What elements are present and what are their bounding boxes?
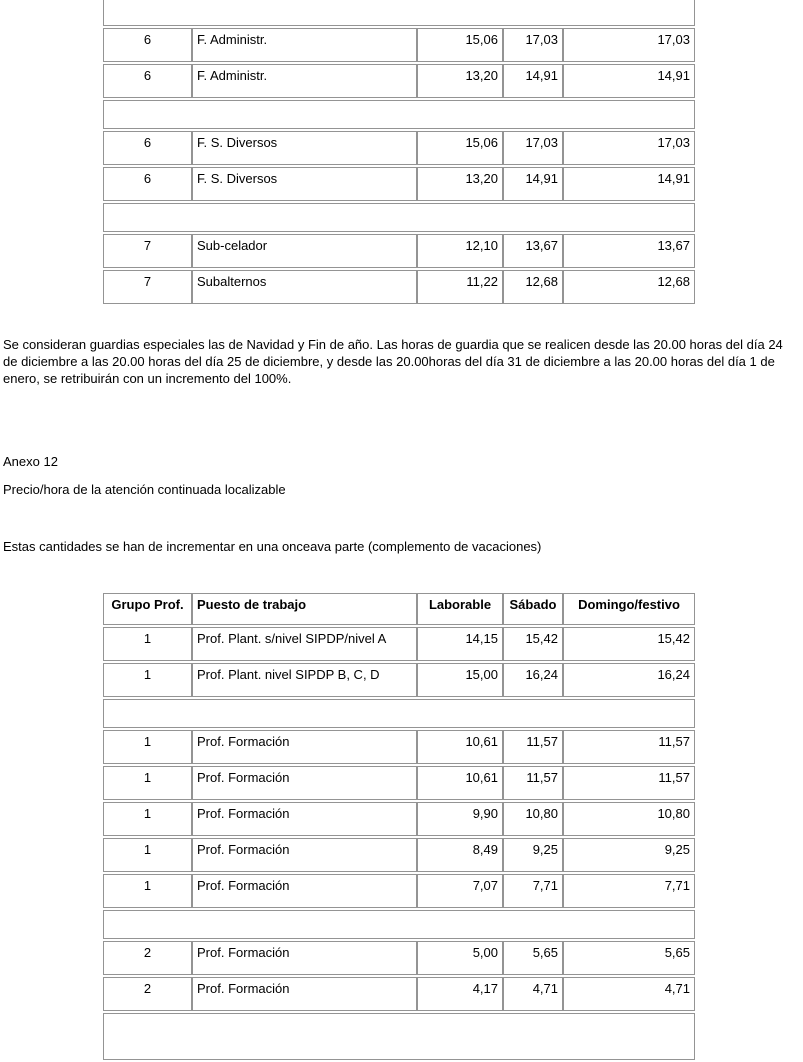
grupo-cell: 2: [103, 977, 192, 1011]
laborable-cell: 14,15: [417, 627, 503, 661]
table-row: [103, 131, 695, 165]
domingo-cell: 4,71: [563, 977, 695, 1011]
puesto-cell: Prof. Formación: [192, 802, 417, 836]
sabado-cell: 5,65: [503, 941, 563, 975]
guardias-especiales-note: Se consideran guardias especiales las de Navidad y Fin de año. Las horas de guardia que se realicen desde las 20.00 horas del día 24 de diciembre a las 20.00 horas del día 25 de diciembre, y desde las 20.00horas del día 31 de diciembre a las 20.00 horas del día 1 de enero, se retribuirán con un incremento del 100%.: [3, 337, 783, 386]
separator-row: [103, 203, 695, 232]
table-row: [103, 802, 695, 836]
grupo-cell: 1: [103, 766, 192, 800]
grupo-cell: 1: [103, 802, 192, 836]
laborable-cell: 13,20: [417, 64, 503, 98]
separator-row: [103, 0, 695, 26]
table-row: [103, 234, 695, 268]
empty-spacer-cell: [103, 203, 695, 232]
empty-spacer-cell: [103, 910, 695, 939]
table-row: [103, 766, 695, 800]
table-row: [103, 627, 695, 661]
grupo-cell: 1: [103, 838, 192, 872]
domingo-cell: 16,24: [563, 663, 695, 697]
grupo-cell: 6: [103, 64, 192, 98]
domingo-cell: 17,03: [563, 28, 695, 62]
grupo-cell: 1: [103, 663, 192, 697]
sabado-cell: 10,80: [503, 802, 563, 836]
grupo-cell: 7: [103, 270, 192, 304]
column-header: Sábado: [503, 593, 563, 625]
column-header: Puesto de trabajo: [192, 593, 417, 625]
sabado-cell: 15,42: [503, 627, 563, 661]
column-header: Laborable: [417, 593, 503, 625]
puesto-cell: Prof. Formación: [192, 766, 417, 800]
guardias-especiales-table: [103, 0, 695, 306]
laborable-cell: 15,06: [417, 28, 503, 62]
sabado-cell: 9,25: [503, 838, 563, 872]
domingo-cell: 5,65: [563, 941, 695, 975]
laborable-cell: 8,49: [417, 838, 503, 872]
separator-row: [103, 100, 695, 129]
laborable-cell: 4,17: [417, 977, 503, 1011]
domingo-cell: 7,71: [563, 874, 695, 908]
table-row: [103, 28, 695, 62]
empty-spacer-cell: [103, 100, 695, 129]
sabado-cell: 7,71: [503, 874, 563, 908]
sabado-cell: 11,57: [503, 730, 563, 764]
laborable-cell: 10,61: [417, 730, 503, 764]
puesto-cell: Prof. Formación: [192, 977, 417, 1011]
table-row: [103, 977, 695, 1011]
laborable-cell: 12,10: [417, 234, 503, 268]
sabado-cell: 11,57: [503, 766, 563, 800]
sabado-cell: 17,03: [503, 28, 563, 62]
grupo-cell: 6: [103, 167, 192, 201]
puesto-cell: Prof. Plant. nivel SIPDP B, C, D: [192, 663, 417, 697]
laborable-cell: 15,06: [417, 131, 503, 165]
table-row: [103, 874, 695, 908]
domingo-cell: 15,42: [563, 627, 695, 661]
domingo-cell: 17,03: [563, 131, 695, 165]
puesto-cell: F. Administr.: [192, 28, 417, 62]
column-header: Domingo/festivo: [563, 593, 695, 625]
domingo-cell: 12,68: [563, 270, 695, 304]
sabado-cell: 16,24: [503, 663, 563, 697]
domingo-cell: 9,25: [563, 838, 695, 872]
laborable-cell: 13,20: [417, 167, 503, 201]
column-header: Grupo Prof.: [103, 593, 192, 625]
puesto-cell: F. S. Diversos: [192, 167, 417, 201]
grupo-cell: 2: [103, 941, 192, 975]
puesto-cell: Subalternos: [192, 270, 417, 304]
anexo-12-label: Anexo 12: [3, 454, 58, 469]
puesto-cell: F. Administr.: [192, 64, 417, 98]
sabado-cell: 13,67: [503, 234, 563, 268]
grupo-cell: 1: [103, 730, 192, 764]
sabado-cell: 14,91: [503, 167, 563, 201]
grupo-cell: 6: [103, 131, 192, 165]
laborable-cell: 5,00: [417, 941, 503, 975]
table-row: [103, 270, 695, 304]
laborable-cell: 11,22: [417, 270, 503, 304]
table-row: [103, 730, 695, 764]
table-row: [103, 64, 695, 98]
grupo-cell: 1: [103, 627, 192, 661]
puesto-cell: F. S. Diversos: [192, 131, 417, 165]
puesto-cell: Prof. Formación: [192, 730, 417, 764]
domingo-cell: 11,57: [563, 730, 695, 764]
laborable-cell: 9,90: [417, 802, 503, 836]
separator-row: [103, 699, 695, 728]
laborable-cell: 7,07: [417, 874, 503, 908]
domingo-cell: 14,91: [563, 167, 695, 201]
table-row: [103, 941, 695, 975]
table-row: [103, 838, 695, 872]
empty-spacer-cell: [103, 0, 695, 26]
domingo-cell: 14,91: [563, 64, 695, 98]
sabado-cell: 14,91: [503, 64, 563, 98]
laborable-cell: 10,61: [417, 766, 503, 800]
puesto-cell: Prof. Formación: [192, 838, 417, 872]
puesto-cell: Prof. Formación: [192, 874, 417, 908]
grupo-cell: 1: [103, 874, 192, 908]
sabado-cell: 12,68: [503, 270, 563, 304]
puesto-cell: Prof. Plant. s/nivel SIPDP/nivel A: [192, 627, 417, 661]
domingo-cell: 13,67: [563, 234, 695, 268]
anexo-12-title: Precio/hora de la atención continuada localizable: [3, 482, 286, 497]
separator-row: [103, 910, 695, 939]
table-row: [103, 663, 695, 697]
sabado-cell: 4,71: [503, 977, 563, 1011]
precio-hora-localizable-table: [103, 591, 695, 1062]
laborable-cell: 15,00: [417, 663, 503, 697]
grupo-cell: 7: [103, 234, 192, 268]
empty-spacer-cell: [103, 699, 695, 728]
table-row: [103, 167, 695, 201]
sabado-cell: 17,03: [503, 131, 563, 165]
complemento-vacaciones-note: Estas cantidades se han de incrementar en una onceava parte (complemento de vacaciones): [3, 539, 542, 554]
puesto-cell: Sub-celador: [192, 234, 417, 268]
domingo-cell: 11,57: [563, 766, 695, 800]
header-row: [103, 593, 695, 625]
grupo-cell: 6: [103, 28, 192, 62]
puesto-cell: Prof. Formación: [192, 941, 417, 975]
domingo-cell: 10,80: [563, 802, 695, 836]
